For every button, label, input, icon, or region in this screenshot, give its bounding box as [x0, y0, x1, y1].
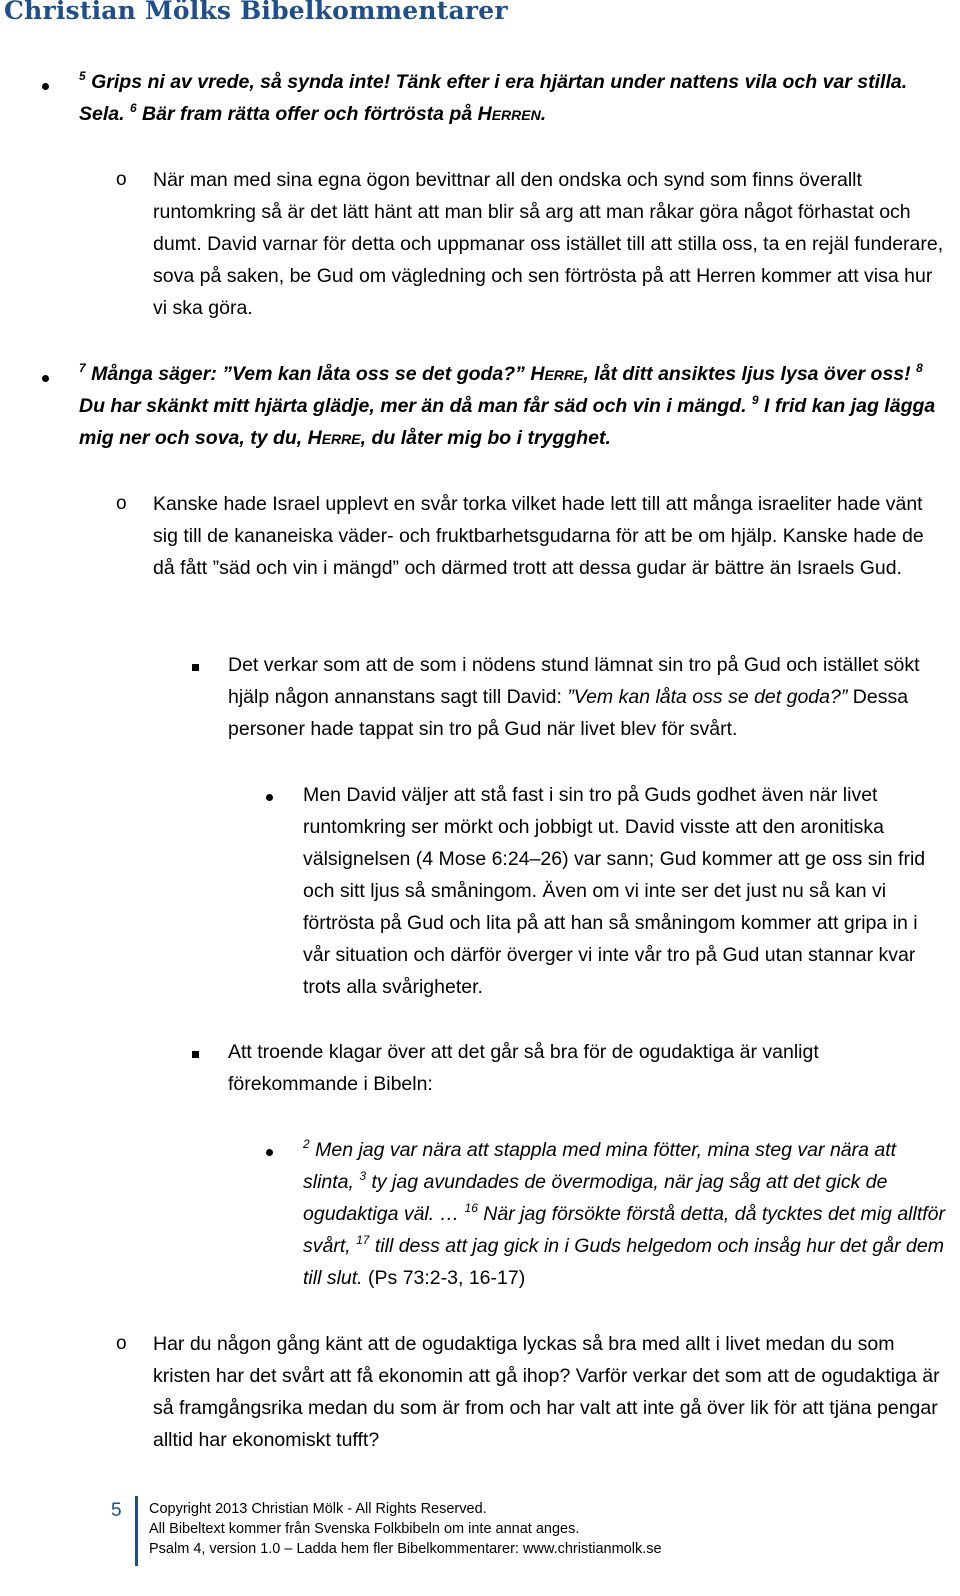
footer — [149, 1499, 662, 1559]
quote-text: ”Vem kan låta oss se det goda?” — [567, 686, 848, 708]
bible-verse-5-6 — [79, 66, 949, 130]
circle-bullet-icon: o — [116, 169, 127, 190]
bullet-icon — [266, 1135, 273, 1167]
subpoint-text: Men David väljer att stå fast i sin tro på Guds godhet även när livet runtomkring ser mörkt och jobbigt ut. David visste att den aronitiska välsignelsen (4 Mose 6:24–26) var sann; Gud kommer att ge oss sin frid och sitt ljus så småningom. Även om vi inte ser det just nu så kan vi förtrösta på Gud och lita på att han så småningom kommer att gripa in i vår situation och därför överger vi inte vår tro på Gud utan stannar kvar trots alla svårigheter. — [303, 784, 926, 998]
verse-text: Du har skänkt mitt hjärta glädje, mer än då man får säd och vin i mängd. — [79, 395, 752, 417]
bible-verse-7-9 — [79, 358, 949, 454]
comment-paragraph — [153, 164, 948, 324]
circle-bullet-icon: o — [116, 493, 127, 514]
page-number: 5 — [111, 1500, 122, 1521]
quote-text: till dess att jag gick in i Guds helgedom och insåg hur det går dem till slut. — [303, 1235, 944, 1289]
verse-number: 6 — [129, 100, 137, 115]
verse-text: Grips ni av vrede, så synda inte! Tänk efter i era hjärtan under nattens vila och var stilla. Sela. — [79, 71, 908, 125]
verse-number: 16 — [464, 1200, 478, 1215]
comment-paragraph — [153, 488, 948, 584]
bullet-icon — [266, 780, 273, 812]
quote-text: Men jag var nära att stappla med mina fötter, mina steg var nära att slinta, — [303, 1139, 897, 1193]
verse-number: 2 — [303, 1136, 310, 1151]
verse-number: 17 — [356, 1232, 370, 1247]
square-bullet-icon — [192, 1037, 199, 1069]
scripture-reference: (Ps 73:2-3, 16-17) — [362, 1267, 526, 1289]
comment-text: Har du någon gång känt att de ogudaktiga lyckas så bra med allt i livet medan du som kristen har det svårt att få ekonomin att gå ihop? Varför verkar det som att de ogudaktiga är så framgångsrika medan du som är from och har valt att inte gå över lik för att tjäna pengar alltid har ekonomiskt tufft? — [153, 1333, 940, 1451]
lord-name: Herre — [530, 363, 584, 385]
square-bullet-icon — [192, 650, 199, 682]
scripture-quote — [303, 1134, 948, 1294]
quote-text: ty jag avundades de övermodiga, när jag såg att det gick de ogudaktiga väl. … — [303, 1171, 888, 1225]
subpoint-paragraph — [303, 779, 948, 1003]
lord-name: Herren — [477, 103, 541, 125]
verse-number: 8 — [916, 360, 923, 375]
bullet-icon — [42, 361, 49, 393]
verse-text: , du låter mig bo i trygghet. — [360, 427, 611, 449]
point-text: Dessa personer hade tappat sin tro på Gud när livet blev för svårt. — [228, 686, 909, 740]
lord-name: Herre — [307, 427, 361, 449]
point-text: Att troende klagar över att det går så bra för de ogudaktiga är vanligt förekommande i Bibeln: — [228, 1041, 819, 1095]
footer-copyright: Copyright 2013 Christian Mölk - All Rights Reserved. — [149, 1501, 487, 1517]
verse-number: 7 — [79, 360, 86, 375]
verse-text: I frid kan jag lägga mig ner och sova, ty du, — [79, 395, 936, 449]
point-paragraph — [228, 649, 948, 745]
point-text: Det verkar som att de som i nödens stund lämnat sin tro på Gud och istället sökt hjälp någon annanstans sagt till David: — [228, 654, 920, 708]
verse-number: 5 — [79, 68, 86, 83]
comment-text: När man med sina egna ögon bevittnar all den ondska och synd som finns överallt runtomkring så är det lätt hänt att man blir så arg att man råkar göra något förhastat och dumt. David varnar för detta och uppmanar oss istället till att stilla oss, ta en rejäl funderare, sova på saken, be Gud om vägledning och sen förtrösta på att Herren kommer att visa hur vi ska göra. — [153, 169, 944, 319]
verse-end: . — [540, 103, 547, 125]
comment-text: Kanske hade Israel upplevt en svår torka vilket hade lett till att många israeliter hade vänt sig till de kananeiska väder- och fruktbarhetsgudarna för att be om hjälp. Kanske hade de då fått ”säd och vin i mängd” och därmed trott att dessa gudar är bättre än Israels Gud. — [153, 493, 924, 579]
verse-text: Bär fram rätta offer och förtrösta på — [136, 103, 478, 125]
footer-version-link: Psalm 4, version 1.0 – Ladda hem fler Bibelkommentarer: www.christianmolk.se — [149, 1541, 662, 1557]
verse-text: Många säger: ”Vem kan låta oss se det goda?” — [85, 363, 531, 385]
verse-number: 9 — [751, 392, 759, 407]
bullet-icon — [42, 69, 49, 101]
footer-divider — [135, 1496, 138, 1566]
quote-text: När jag försökte förstå detta, då tycktes det mig alltför svårt, — [303, 1203, 945, 1257]
circle-bullet-icon: o — [116, 1333, 127, 1354]
footer-source-note: All Bibeltext kommer från Svenska Folkbibeln om inte annat anges. — [149, 1521, 580, 1537]
verse-text: , låt ditt ansiktes ljus lysa över oss! — [583, 363, 917, 385]
comment-paragraph — [153, 1328, 948, 1456]
point-paragraph — [228, 1036, 948, 1100]
verse-number: 3 — [359, 1168, 367, 1183]
document-header-title: Christian Mölks Bibelkommentarer — [4, 0, 508, 25]
